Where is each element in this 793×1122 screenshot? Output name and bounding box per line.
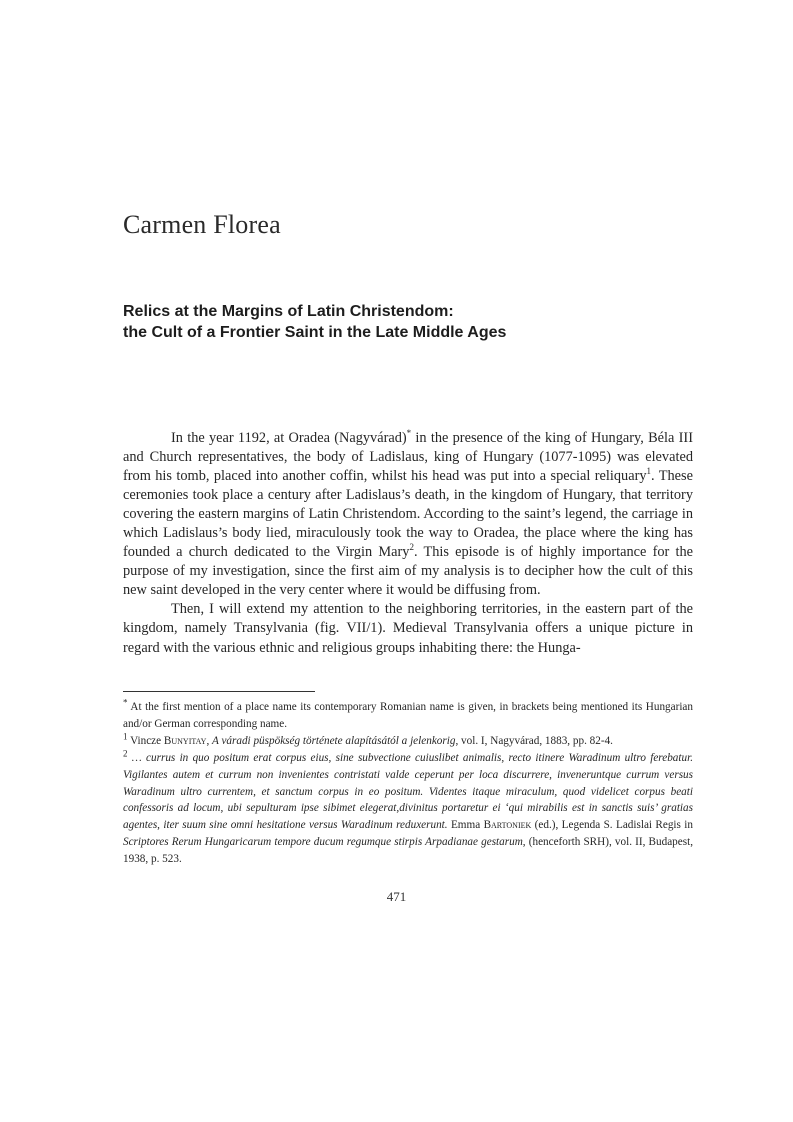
paragraph-2 [123,600,693,657]
footnote-ref-1: 1 [646,466,652,477]
footnotes [123,699,693,868]
figure-ref: VII [346,620,367,637]
footnote-1 [123,733,693,750]
p1-text-d: . These ceremonies took place a century after Ladislaus’s death, in the kingdom of Hungary, that territory covering the eastern margins of Latin Christendom. According to the saint’s legend, the carriage in which Ladislaus’s body lied, miraculously took the way to Oradea, the place where the king has founded a church dedicated to the Virgin Mary [123,468,693,561]
footnote-mark-1: 1 [123,731,128,742]
fn1-work-title: A váradi püspökség története alapításától a jelenkorig [212,734,456,747]
page-number: 471 [386,889,407,904]
paragraph-1 [123,429,693,600]
p1-text-b: in the presence of the king of Hungary, Béla [411,430,679,446]
regnal-number: III [678,430,693,446]
p2-text-b: /1). Medieval Transylvania offers a unique picture in regard with the various ethnic and religious groups inhabiting there: the Hunga- [123,620,693,656]
fn2-text-b: (ed.), Legenda S. Ladislai Regis in [531,819,693,832]
fn2-latin-quote: … currus in quo positum erat corpus eius, sine subvectione cuiuslibet animalis, recto itinere Waradinum ultro ferebatur. Vigilantes autem et currum non invenientes contristati valde ceperunt per loca discurrere, inveneruntque currum versus Waradinum ultro currentem, et sanctum corpus in eo positum. Videntes itaque miraculum, quod videlicet corpus beati confessoris ad locum, ubi sepulturam ipse sibimet elegerat,divinitus portaretur ei ‘qui mirabilis est in sanctis suis’ gratias agentes, iter suum sine omni hesitatione versus Waradinum reduxerunt. [123,751,693,832]
title-line-2: the Cult of a Frontier Saint in the Late Middle Ages [123,324,507,341]
fn2-editor: Bartoniek [483,819,532,832]
fn2-series-title: Scriptores Rerum Hungaricarum tempore ducum regumque stirpis Arpadianae gestarum [123,836,523,849]
footnote-mark-star: * [123,697,128,708]
p2-text-a: Then, I will extend my attention to the neighboring territories, in the eastern part of the kingdom, namely Transylvania (fig. [123,601,693,637]
footnote-separator [123,691,315,692]
p1-text-a: In the year 1192, at Oradea (Nagyvárad) [171,430,407,446]
author-name: Carmen Florea [123,210,281,239]
footnote-mark-2: 2 [123,747,128,758]
fn2-text-c: , (henceforth SRH), vol. II, Budapest, 1938, p. 523. [123,836,693,866]
footnote-star [123,699,693,733]
footnote-2 [123,747,693,868]
fn1-text-c: , vol. I, Nagyvárad, 1883, pp. 82-4. [455,734,613,747]
fn1-text-a: Vincze [127,734,164,747]
body-text [123,429,693,658]
fn2-text-a: Emma [447,819,484,832]
footnote-ref-2: 2 [409,542,414,553]
article-title [123,301,683,343]
p1-text-c: and Church representatives, the body of Ladislaus, king of Hungary (1077-1095) was elevated from his tomb, placed into another coffin, whilst his head was put into a special reliquary [123,449,693,485]
fn1-text-b: , [206,734,213,747]
footnote-star-text: At the first mention of a place name its contemporary Romanian name is given, in brackets being mentioned its Hungarian and/or German corresponding name. [123,701,693,730]
footnote-ref-star: * [406,428,412,439]
p1-text-e: . This episode is of highly importance for the purpose of my investigation, since the first aim of my analysis is to decipher how the cult of this new saint developed in the very center where it would be diffusing from. [123,544,693,599]
title-line-1: Relics at the Margins of Latin Christendom: [123,303,454,320]
fn1-author: Bunyitay [163,734,207,747]
